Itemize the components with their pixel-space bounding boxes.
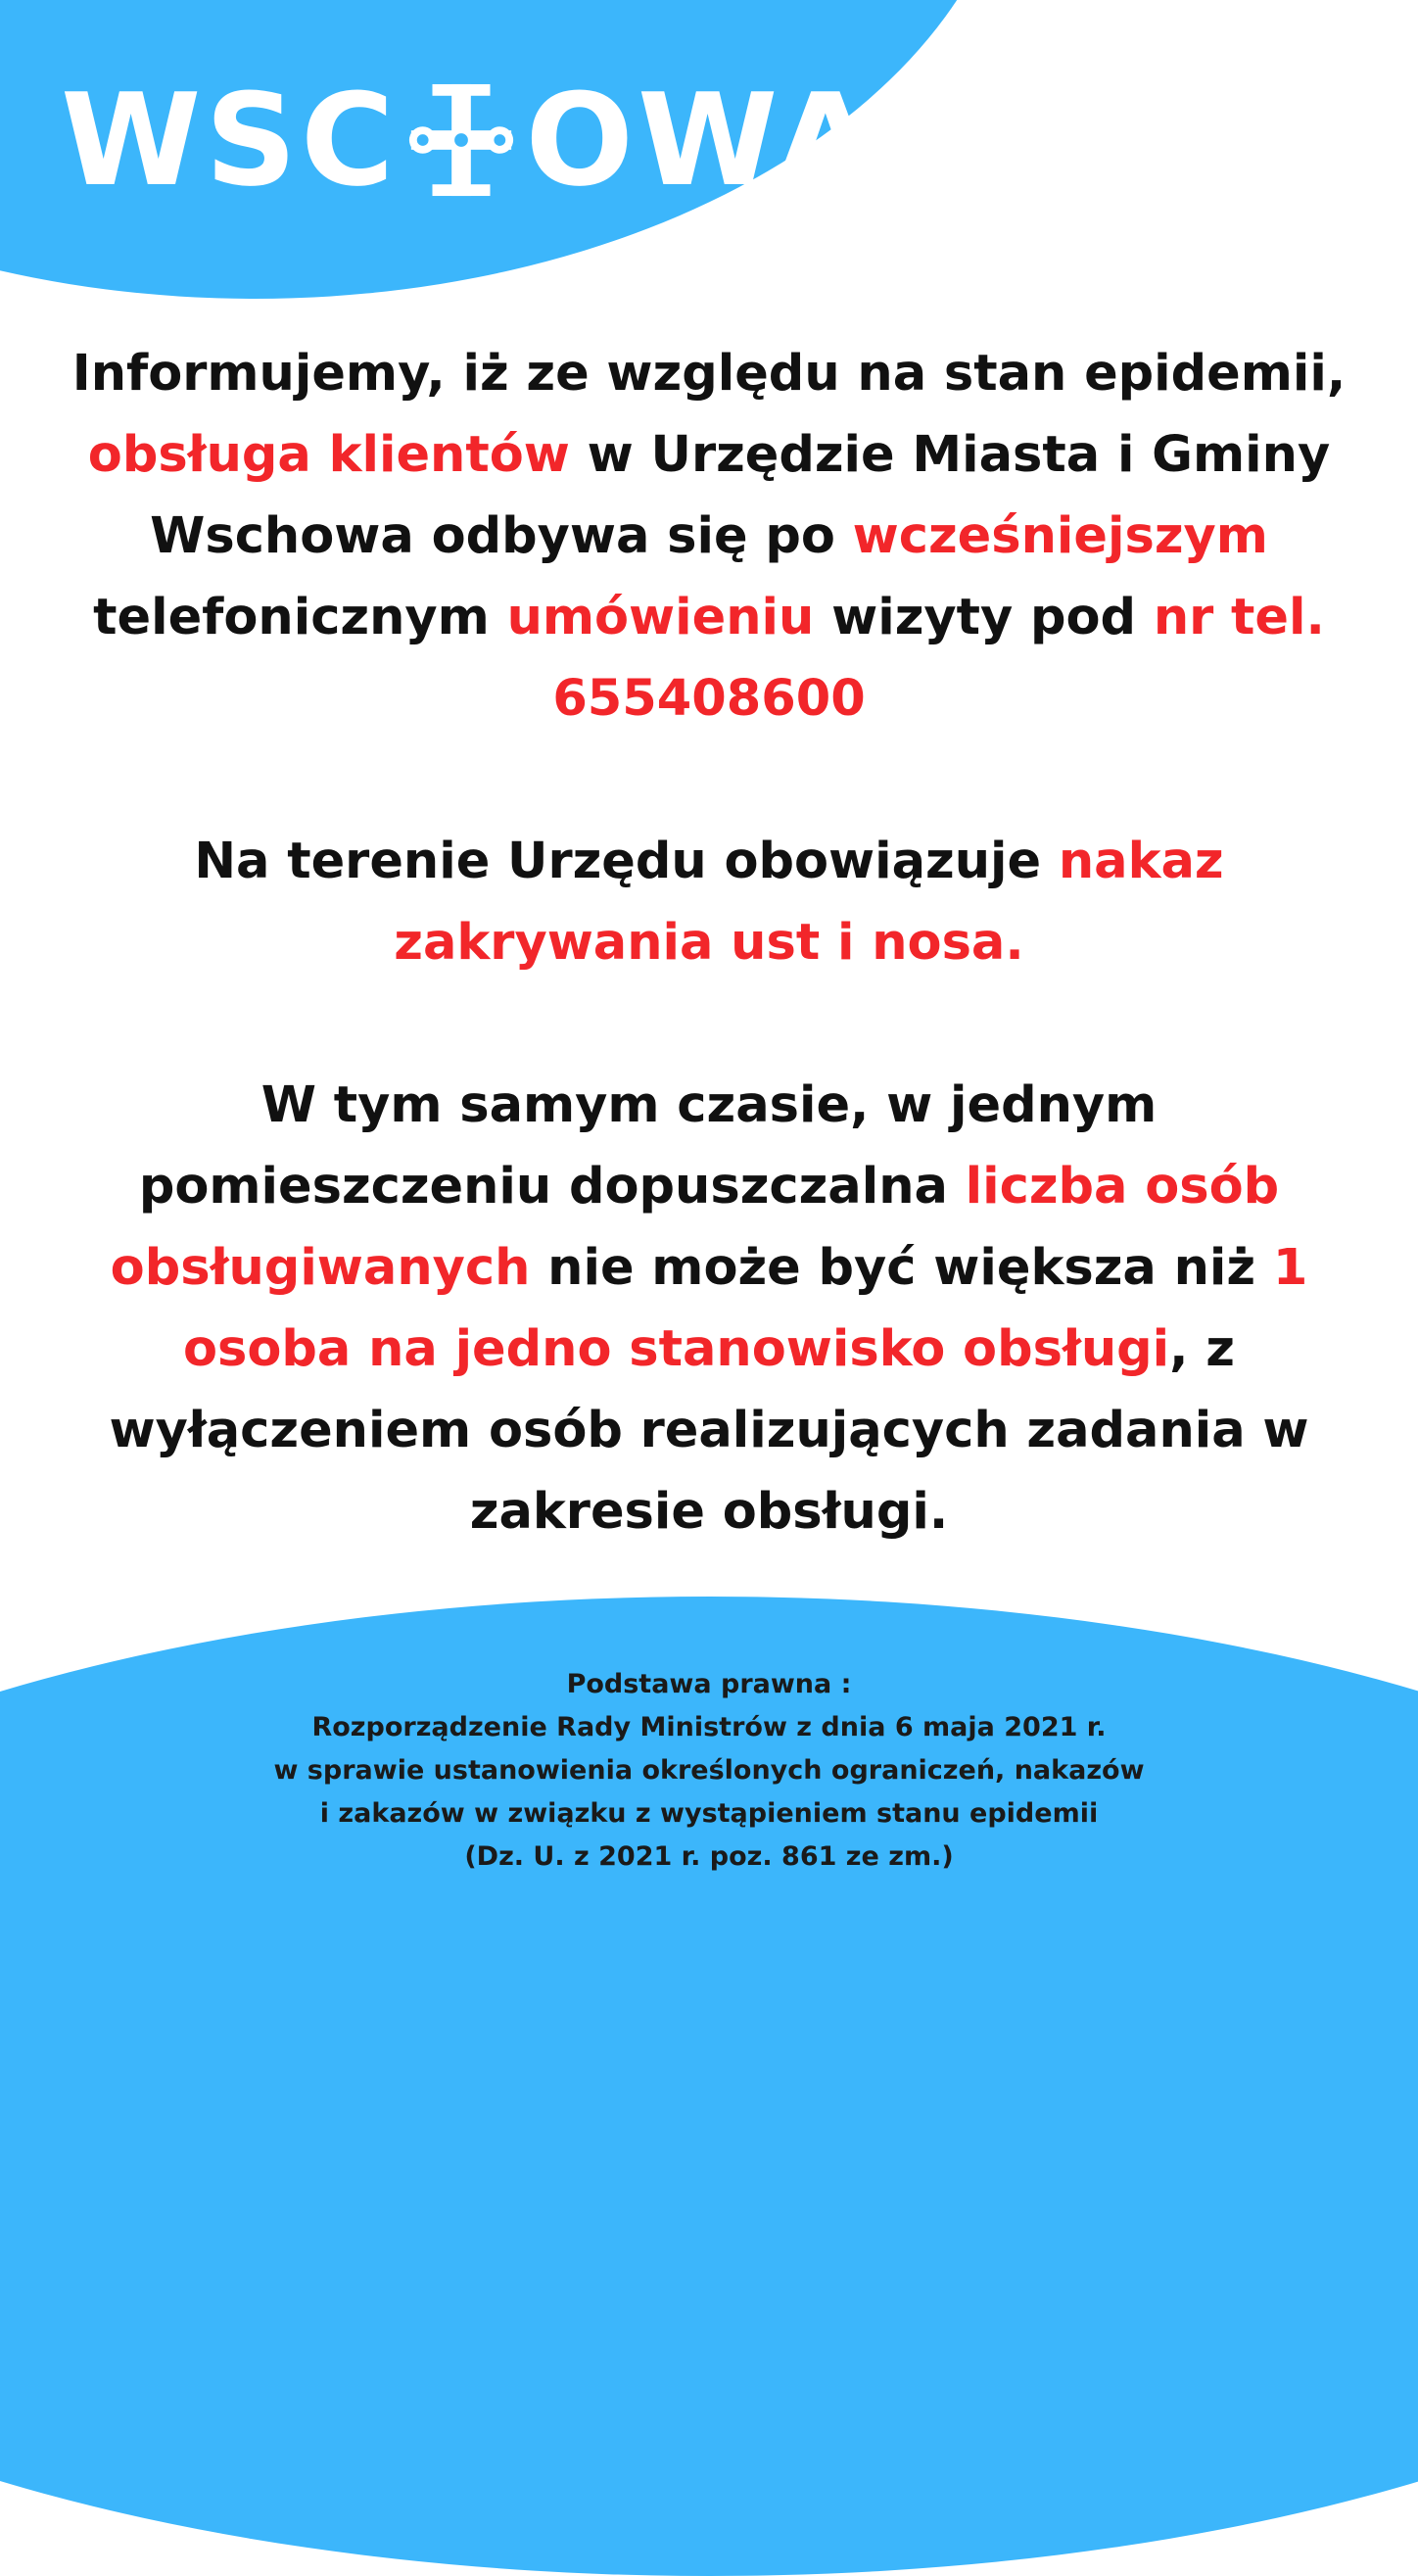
- paragraph-text: Informujemy, iż ze względu na stan epidemii,: [71, 345, 1347, 403]
- highlight-text: 1 osoba na jedno stanowisko obsługi: [182, 1239, 1308, 1378]
- paragraph-text: telefonicznym: [93, 589, 507, 646]
- paragraph-text: Na terenie Urzędu obowiązuje: [194, 833, 1059, 890]
- logo-text-right: OWA: [525, 66, 879, 215]
- notice-body: [69, 333, 1349, 1634]
- legal-basis-line: w sprawie ustanowienia określonych ograniczeń, nakazów: [273, 1755, 1145, 1786]
- phone-number: nr tel. 655408600: [552, 589, 1325, 728]
- paragraph-text: , z wyłączeniem osób realizujących zadania w zakresie obsługi.: [109, 1320, 1309, 1541]
- legal-basis: [0, 1663, 1418, 1879]
- legal-basis-line: Rozporządzenie Rady Ministrów z dnia 6 maja 2021 r.: [311, 1712, 1107, 1742]
- notice-paragraph-limits: [69, 1065, 1349, 1552]
- paragraph-text: wizyty pod: [814, 589, 1154, 646]
- wschowa-logo: [61, 67, 878, 214]
- highlight-text: wcześniejszym: [852, 507, 1268, 565]
- legal-basis-title: Podstawa prawna :: [566, 1669, 852, 1699]
- highlight-text: obsługa klientów: [87, 426, 570, 484]
- highlight-text: nakaz zakrywania ust i nosa.: [394, 833, 1224, 972]
- paragraph-text: nie może być większa niż: [530, 1239, 1273, 1297]
- legal-basis-line: (Dz. U. z 2021 r. poz. 861 ze zm.): [464, 1841, 954, 1872]
- highlight-text: umówieniu: [506, 589, 815, 646]
- logo-text-left: WSC: [61, 66, 399, 215]
- highlight-text: liczba osób obsługiwanych: [110, 1158, 1280, 1297]
- cross-emblem-icon: [403, 82, 519, 198]
- legal-basis-line: i zakazów w związku z wystąpieniem stanu epidemii: [319, 1798, 1099, 1829]
- paragraph-text: W tym samym czasie, w jednym pomieszczeniu dopuszczalna: [138, 1076, 1158, 1216]
- paragraph-text: w Urzędzie Miasta i Gminy Wschowa odbywa się po: [150, 426, 1331, 565]
- notice-paragraph-service: [69, 333, 1349, 739]
- notice-paragraph-masks: [69, 821, 1349, 983]
